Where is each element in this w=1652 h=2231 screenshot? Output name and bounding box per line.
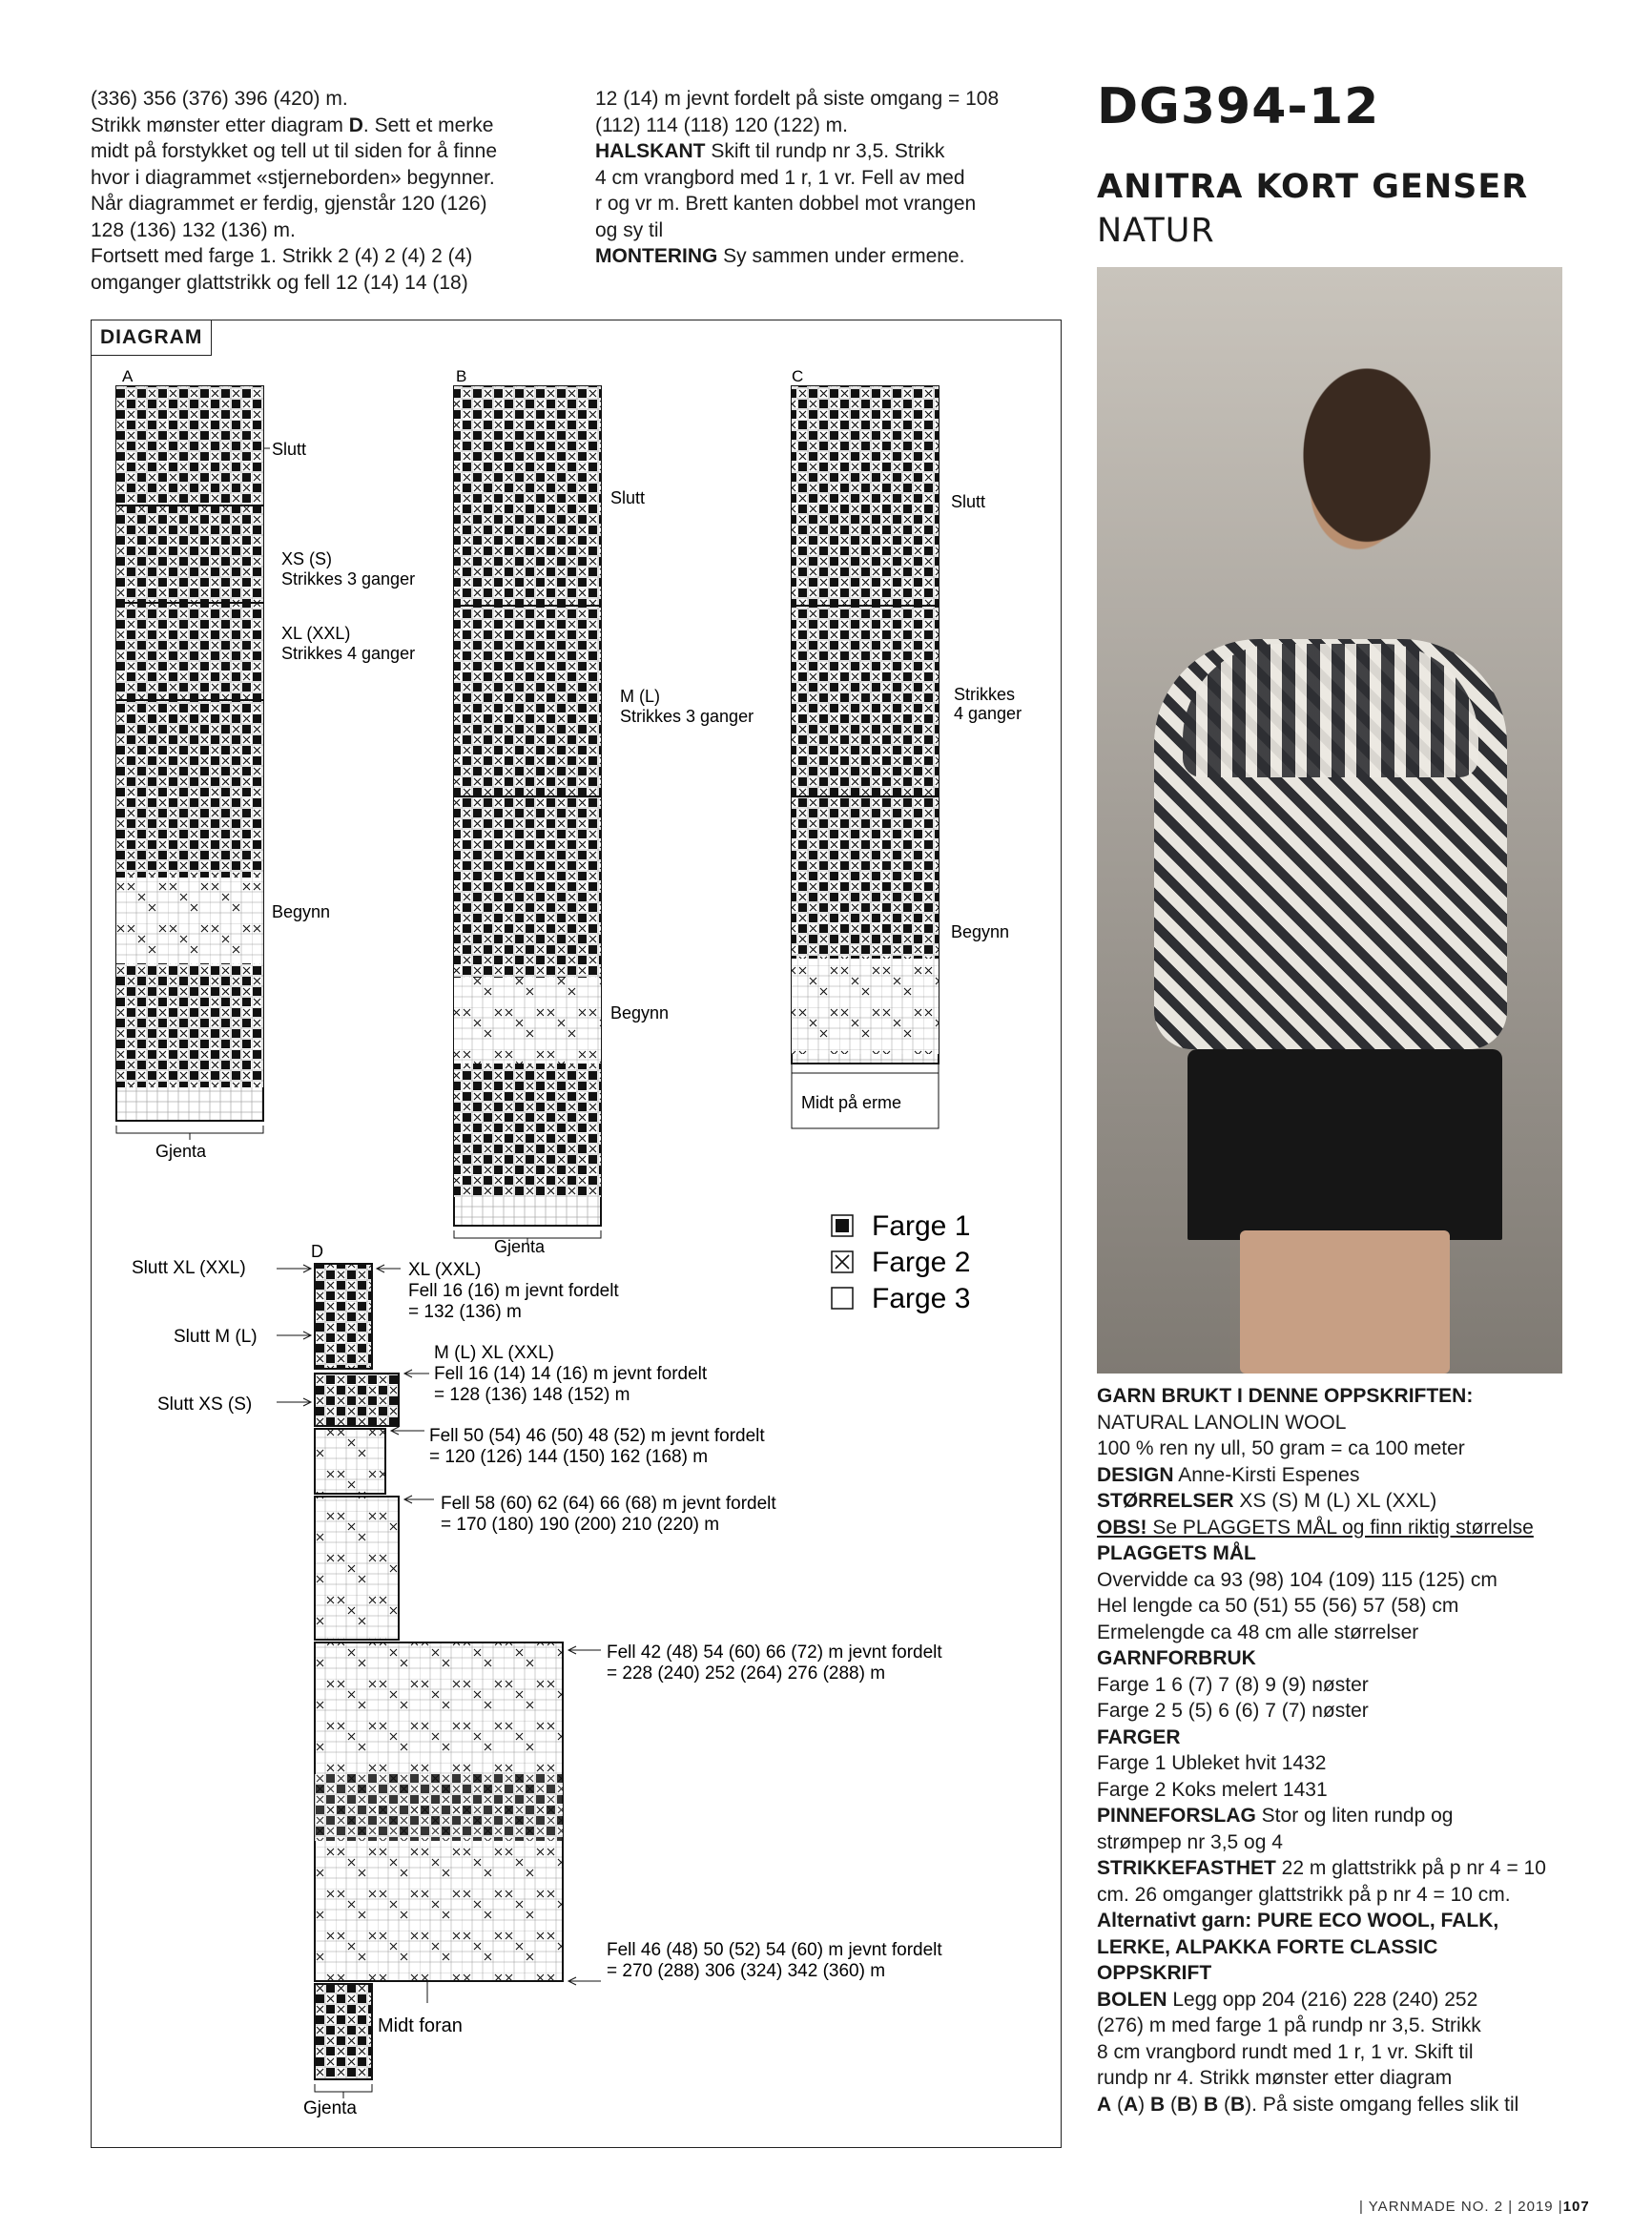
legend-f1: Farge 1	[872, 1210, 971, 1242]
diagram-a-xs-1: XS (S)	[281, 549, 333, 568]
text-line: Farge 2 5 (5) 6 (6) 7 (7) nøster	[1097, 1700, 1369, 1722]
diagram-c-pattern	[792, 386, 939, 959]
bolen-line: BOLEN Legg opp 204 (216) 228 (240) 252	[1097, 1988, 1478, 2011]
diagram-c-star	[792, 959, 939, 1054]
diagram-a-xs-2: Strikkes 3 ganger	[281, 569, 416, 589]
diagram-d-letter: D	[311, 1242, 323, 1261]
diagram-b-star	[454, 978, 601, 1064]
footer-mag: | YARNMADE NO. 2 | 2019 |	[1359, 2199, 1563, 2215]
diagram-a-xl-1: XL (XXL)	[281, 624, 351, 643]
legend	[832, 1210, 970, 1314]
pinne-line: PINNEFORSLAG Stor og liten rundp og	[1097, 1805, 1454, 1827]
diagram-label: DIAGRAM	[91, 320, 212, 356]
montering-paragraph: MONTERING Sy sammen under ermene.	[595, 245, 965, 267]
diagram-a-slutt: Slutt	[272, 440, 307, 459]
diagram-b	[454, 367, 754, 1256]
text-line: midt på forstykket og tell ut til siden for å finne	[91, 140, 498, 162]
d-note2-1: M (L) XL (XXL)	[434, 1343, 554, 1363]
design-line: DESIGN Anne-Kirsti Espenes	[1097, 1463, 1360, 1486]
diagram-a-gjenta: Gjenta	[155, 1142, 207, 1161]
slutt-xs: Slutt XS (S)	[157, 1394, 253, 1415]
diagram-a-begynn: Begynn	[272, 902, 331, 921]
strikke-line: STRIKKEFASTHET 22 m glattstrikk på p nr 4 = 10	[1097, 1857, 1546, 1879]
garn-desc: 100 % ren ny ull, 50 gram = ca 100 meter	[1097, 1437, 1465, 1459]
d-midt-foran: Midt foran	[378, 2015, 463, 2036]
garn-name: NATURAL LANOLIN WOOL	[1097, 1411, 1347, 1434]
garn-heading: GARN BRUKT I DENNE OPPSKRIFTEN:	[1097, 1385, 1474, 1407]
text-line: (112) 114 (118) 120 (122) m.	[595, 114, 848, 136]
page-number: 107	[1562, 2199, 1590, 2215]
text-line: Hel lengde ca 50 (51) 55 (56) 57 (58) cm	[1097, 1595, 1459, 1617]
plaggets-heading: PLAGGETS MÅL	[1097, 1542, 1256, 1564]
farger-heading: FARGER	[1097, 1725, 1181, 1748]
d-note4-1: Fell 58 (60) 62 (64) 66 (68) m jevnt fordelt	[441, 1494, 776, 1514]
d-note5-2: = 228 (240) 252 (264) 276 (288) m	[607, 1663, 886, 1684]
text-line: Fortsett med farge 1. Strikk 2 (4) 2 (4) 2 (4)	[91, 245, 473, 267]
diagram-b-letter: B	[456, 367, 467, 385]
text-line: cm. 26 omganger glattstrikk på p nr 4 = 10 cm.	[1097, 1883, 1511, 1906]
d-note3-2: = 120 (126) 144 (150) 162 (168) m	[429, 1447, 709, 1467]
diagram-c-midt: Midt på erme	[801, 1093, 902, 1112]
pattern-title: ANITRA KORT GENSER	[1097, 168, 1529, 206]
d-note6-2: = 270 (288) 306 (324) 342 (360) m	[607, 1961, 886, 1981]
diagram-c-slutt: Slutt	[951, 492, 986, 511]
bolen-last-line: A (A) B (B) B (B). På siste omgang felles slik til	[1097, 2093, 1519, 2116]
d-note1-2: Fell 16 (16) m jevnt fordelt	[408, 1281, 619, 1301]
garnforbruk-heading: GARNFORBRUK	[1097, 1647, 1256, 1669]
diagram-b-m-2: Strikkes 3 ganger	[620, 707, 754, 726]
text-line: 128 (136) 132 (136) m.	[91, 218, 296, 241]
d-note1-3: = 132 (136) m	[408, 1302, 522, 1322]
diagram-b-m-1: M (L)	[620, 687, 660, 706]
alt-yarn-line: Alternativt garn: PURE ECO WOOL, FALK,	[1097, 1910, 1499, 1931]
diagram-a-pattern	[116, 386, 263, 878]
diagram-a-star	[116, 878, 263, 963]
legend-f2: Farge 2	[872, 1247, 971, 1278]
pattern-code: DG394-12	[1097, 78, 1380, 135]
legend-f3-swatch	[832, 1288, 853, 1309]
text-line: Farge 1 6 (7) 7 (8) 9 (9) nøster	[1097, 1673, 1369, 1696]
text-line: strømpep nr 3,5 og 4	[1097, 1830, 1283, 1853]
text-line: rundp nr 4. Strikk mønster etter diagram	[1097, 2067, 1453, 2089]
text-line: 12 (14) m jevnt fordelt på siste omgang = 108	[595, 88, 1000, 110]
oppskrift-heading: OPPSKRIFT	[1097, 1962, 1212, 1984]
diagram-a-xl-2: Strikkes 4 ganger	[281, 644, 416, 663]
text-line: omganger glattstrikk og fell 12 (14) 14 (18)	[91, 271, 468, 294]
alt-yarn-line: LERKE, ALPAKKA FORTE CLASSIC	[1097, 1935, 1438, 1958]
footer	[1359, 2199, 1590, 2215]
halskant-paragraph: HALSKANT Skift til rundp nr 3,5. Strikk	[595, 140, 945, 162]
d-note2-2: Fell 16 (14) 14 (16) m jevnt fordelt	[434, 1364, 708, 1384]
d-note5-1: Fell 42 (48) 54 (60) 66 (72) m jevnt fordelt	[607, 1642, 942, 1663]
d-note4-2: = 170 (180) 190 (200) 210 (220) m	[441, 1515, 720, 1535]
text-line: og sy til	[595, 218, 664, 241]
text-line: Ermelengde ca 48 cm alle størrelser	[1097, 1621, 1419, 1643]
text-line: Når diagrammet er ferdig, gjenstår 120 (126)	[91, 193, 487, 215]
d-note6-1: Fell 46 (48) 50 (52) 54 (60) m jevnt fordelt	[607, 1940, 942, 1960]
diagram-c-begynn: Begynn	[951, 922, 1010, 941]
obs-line: OBS! Se PLAGGETS MÅL og finn riktig størrelse	[1097, 1516, 1534, 1539]
diagram-c	[792, 367, 1022, 1128]
diagram-b-pattern-lower	[454, 1064, 601, 1197]
text-line: Strikk mønster etter diagram D. Sett et merke	[91, 114, 494, 136]
diagram-b-begynn: Begynn	[610, 1003, 670, 1023]
diagram-b-slutt: Slutt	[610, 488, 646, 507]
slutt-m: Slutt M (L)	[174, 1327, 258, 1347]
diagram-a-letter: A	[122, 367, 134, 385]
pattern-subtitle: NATUR	[1097, 212, 1215, 250]
text-line: 4 cm vrangbord med 1 r, 1 vr. Fell av med	[595, 166, 965, 189]
legend-f3: Farge 3	[872, 1283, 971, 1314]
diagram-d	[132, 1242, 942, 2118]
diagram-a	[116, 367, 415, 1161]
diagram-c-s-2: 4 ganger	[954, 704, 1022, 723]
diagram-b-gjenta: Gjenta	[494, 1237, 546, 1256]
d-gjenta: Gjenta	[303, 2098, 357, 2118]
d-note3-1: Fell 50 (54) 46 (50) 48 (52) m jevnt fordelt	[429, 1426, 765, 1446]
diagram-c-s-1: Strikkes	[954, 685, 1016, 704]
text-line: 8 cm vrangbord rundt med 1 r, 1 vr. Skift til	[1097, 2040, 1474, 2063]
text-line: (276) m med farge 1 på rundp nr 3,5. Strikk	[1097, 2014, 1481, 2036]
d-note2-3: = 128 (136) 148 (152) m	[434, 1385, 630, 1405]
sizes-line: STØRRELSER XS (S) M (L) XL (XXL)	[1097, 1490, 1437, 1512]
text-line: hvor i diagrammet «stjerneborden» begynner.	[91, 166, 495, 189]
d-note1-1: XL (XXL)	[408, 1260, 482, 1280]
diagram-a-pattern-lower	[116, 963, 263, 1087]
slutt-xl: Slutt XL (XXL)	[132, 1258, 246, 1278]
text-line: Farge 2 Koks melert 1431	[1097, 1778, 1328, 1801]
text-line: Farge 1 Ubleket hvit 1432	[1097, 1752, 1327, 1774]
text-line: Overvidde ca 93 (98) 104 (109) 115 (125) cm	[1097, 1568, 1497, 1591]
diagram-c-letter: C	[792, 367, 804, 385]
text-line: r og vr m. Brett kanten dobbel mot vrangen	[595, 193, 977, 215]
diagram-b-pattern	[454, 386, 601, 978]
text-line: (336) 356 (376) 396 (420) m.	[91, 88, 348, 110]
